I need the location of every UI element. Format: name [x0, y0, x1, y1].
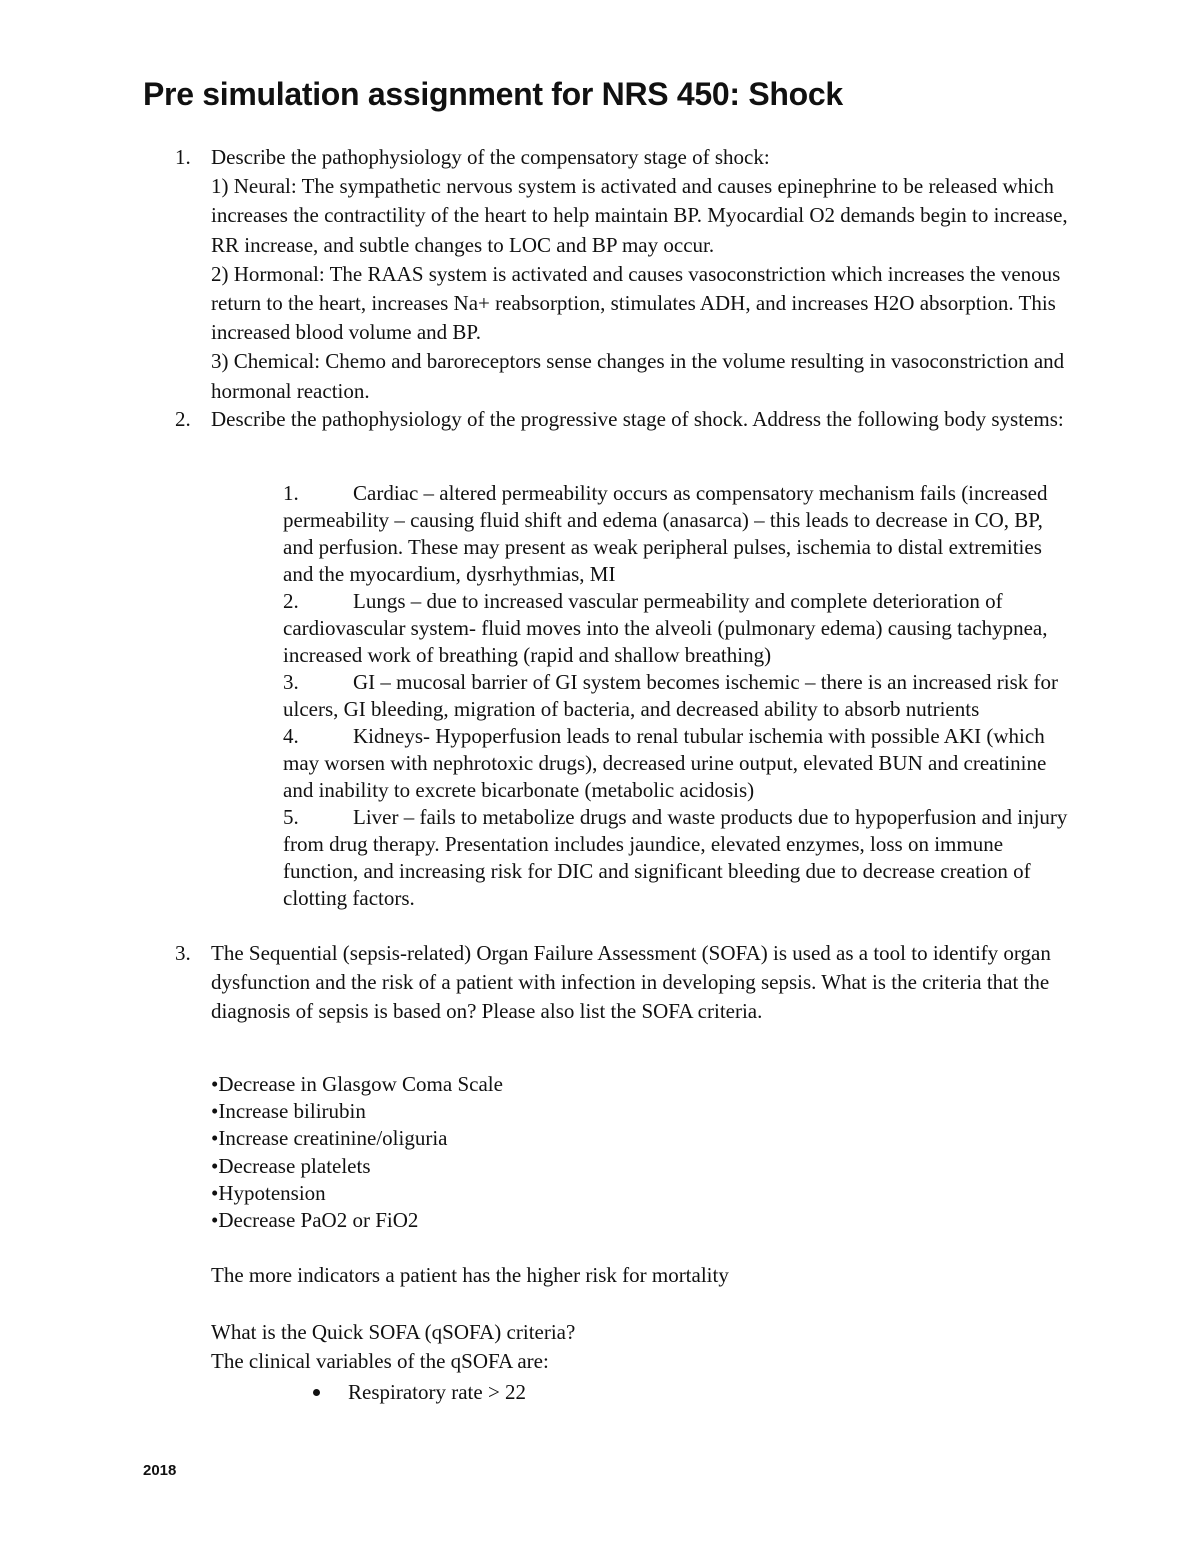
question-number: 2.: [175, 407, 191, 431]
mortality-note: The more indicators a patient has the higher risk for mortality: [211, 1263, 729, 1287]
list-item: •Decrease in Glasgow Coma Scale: [211, 1072, 503, 1096]
item-number: 3.: [283, 670, 299, 694]
qsofa-item: [313, 1378, 526, 1407]
list-item: •Increase creatinine/oliguria: [211, 1126, 448, 1151]
item-text: Cardiac – altered permeability occurs as compensatory mechanism fails (increased permeability – causing fluid shift and edema (anasarca) – this leads to decrease in CO, BP, and perfusion. These may present as weak peripheral pulses, ischemia to distal extremities and the myocardium, dysrhythmias, MI: [283, 481, 1048, 586]
list-item: •Decrease platelets: [211, 1153, 371, 1178]
bullet-icon: [313, 1389, 320, 1396]
answer-paragraph: 2) Hormonal: The RAAS system is activated and causes vasoconstriction which increases the venous return to the heart, increases Na+ reabsorption, stimulates ADH, and increases H2O absorption. This increased blood volume and BP.: [211, 261, 1061, 345]
qsofa-intro: The clinical variables of the qSOFA are:: [211, 1349, 549, 1373]
body-systems-list: [283, 480, 1073, 912]
answer-paragraph: 1) Neural: The sympathetic nervous system is activated and causes epinephrine to be released which increases the contractility of the heart to help maintain BP. Myocardial O2 demands begin to increase, RR increase, and subtle changes to LOC and BP may occur.: [211, 174, 1068, 257]
question-prompt: The Sequential (sepsis-related) Organ Failure Assessment (SOFA) is used as a tool to identify organ dysfunction and the risk of a patient with infection in developing sepsis. What is the criteria that the diagnosis of sepsis is based on? Please also list the SOFA criteria.: [211, 941, 1051, 1024]
item-number: 4.: [283, 724, 299, 748]
question-3: [175, 939, 1075, 1027]
page-title: Pre simulation assignment for NRS 450: Shock: [143, 76, 843, 112]
footer-year: 2018: [143, 1462, 177, 1479]
sofa-criteria-list: [211, 1071, 503, 1234]
question-2: [175, 405, 1075, 434]
item-number: 2.: [283, 589, 299, 613]
item-text: Kidneys- Hypoperfusion leads to renal tubular ischemia with possible AKI (which may worsen with nephrotoxic drugs), decreased urine output, elevated BUN and creatinine and inability to excrete bicarbonate (metabolic acidosis): [283, 724, 1047, 802]
list-item: [283, 723, 1073, 804]
question-number: 3.: [175, 941, 191, 965]
item-text: Liver – fails to metabolize drugs and waste products due to hypoperfusion and injury from drug therapy. Presentation includes jaundice, elevated enzymes, loss on immune function, and increasing risk for DIC and significant bleeding due to decrease creation of clotting factors.: [283, 805, 1068, 910]
list-item: [283, 480, 1073, 588]
question-prompt: Describe the pathophysiology of the compensatory stage of shock:: [211, 145, 770, 169]
item-number: 5.: [283, 805, 299, 829]
item-text: GI – mucosal barrier of GI system becomes ischemic – there is an increased risk for ulcers, GI bleeding, migration of bacteria, and decreased ability to absorb nutrients: [283, 670, 1059, 721]
question-prompt: Describe the pathophysiology of the progressive stage of shock. Address the following body systems:: [211, 407, 1064, 431]
list-item: [283, 669, 1073, 723]
list-item: •Decrease PaO2 or FiO2: [211, 1208, 419, 1233]
question-1: [175, 143, 1075, 406]
list-item: [283, 588, 1073, 669]
list-item: •Hypotension: [211, 1180, 326, 1205]
item-text: Lungs – due to increased vascular permeability and complete deterioration of cardiovascular system- fluid moves into the alveoli (pulmonary edema) causing tachypnea, increased work of breathing (rapid and shallow breathing): [283, 589, 1048, 667]
answer-paragraph: 3) Chemical: Chemo and baroreceptors sense changes in the volume resulting in vasoconstriction and hormonal reaction.: [211, 349, 1065, 403]
item-number: 1.: [283, 481, 299, 505]
list-item: •Increase bilirubin: [211, 1099, 366, 1124]
list-item: [283, 804, 1073, 912]
qsofa-question: What is the Quick SOFA (qSOFA) criteria?: [211, 1320, 576, 1344]
question-number: 1.: [175, 145, 191, 169]
qsofa-item-text: Respiratory rate > 22: [348, 1380, 527, 1404]
